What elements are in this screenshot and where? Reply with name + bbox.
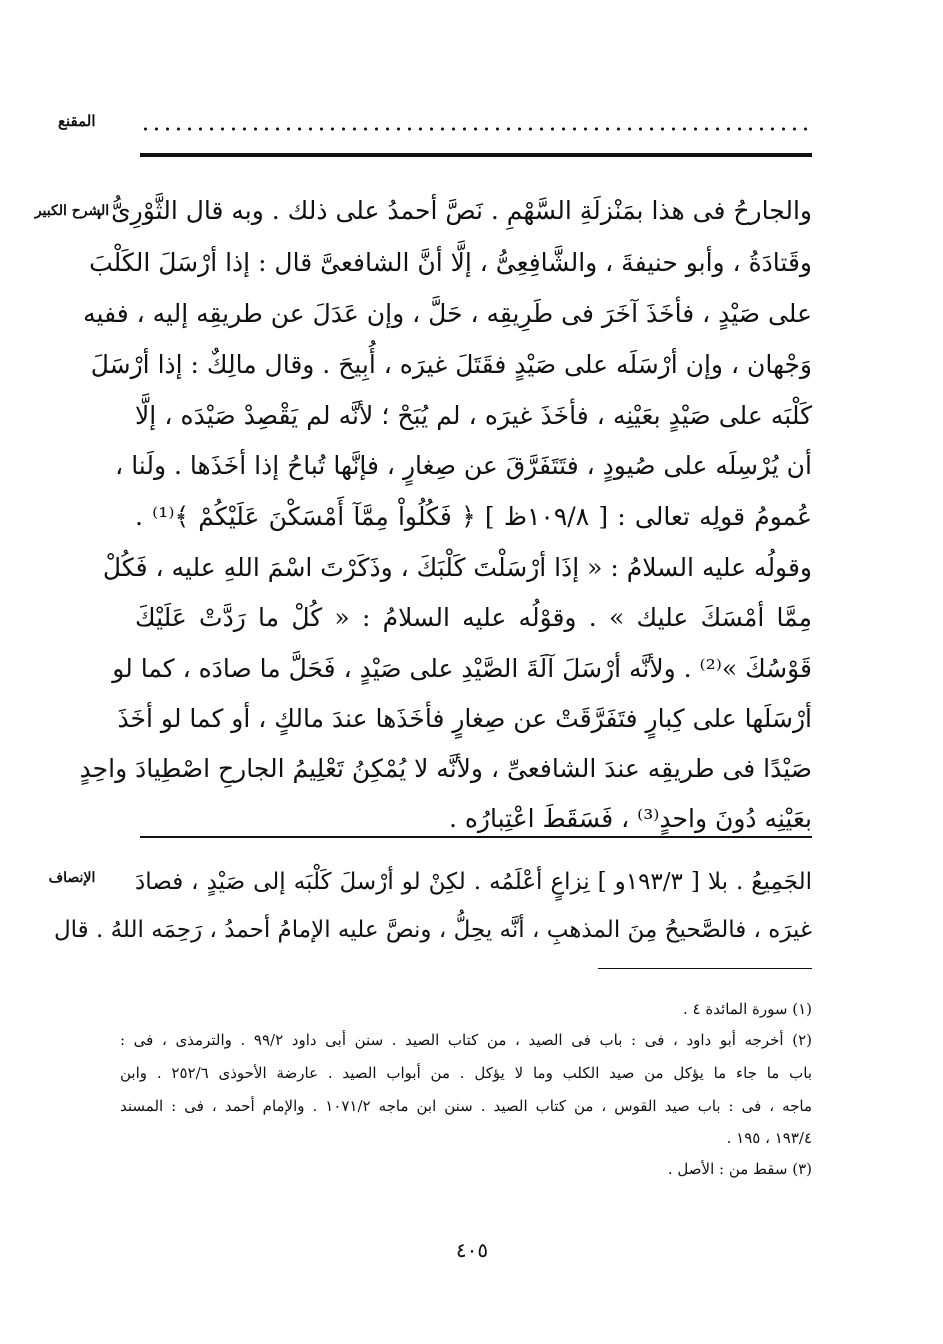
main-line: كَلْبَه على صَيْدٍ بعَيْنِه ، فأخَذَ غيرَه ، لم يُبَحْ ؛ لأنَّه لم يَقْصِدْ صَيْدَه ، إلَّا	[135, 401, 812, 430]
side-label-sharh: الشرح الكبير	[34, 203, 110, 219]
insaf-line: الجَمِيعُ . بلا [ ١٩٣/٣و ] نِزاعٍ أعْلَمُه . لكِنْ لو أرْسلَ كَلْبَه إلى صَيْدٍ ، فصادَ	[135, 869, 812, 895]
section-divider	[140, 836, 812, 838]
page-number: ٤٠٥	[455, 1238, 489, 1262]
main-line: والجارحُ فى هذا بمَنْزلَةِ السَّهْمِ . نَصَّ أحمدُ على ذلك . وبه قال الثَّوْرِىُّ ،	[95, 196, 812, 225]
main-line: صَيْدًا فى طريقِه عندَ الشافعىِّ ، ولأنَّه لا يُمْكِنُ تَعْلِيمُ الجارحِ اصْطِيادَ واحِدٍ	[79, 754, 812, 783]
insaf-line: غيرَه ، فالصَّحيحُ مِنَ المذهبِ ، أنَّه يحِلُّ ، ونصَّ عليه الإمامُ أحمدُ ، رَحِمَه اللهُ . قال	[53, 917, 812, 943]
main-line: وقَتادَةُ ، وأبو حنيفةَ ، والشَّافِعِىُّ ، إلَّا أنَّ الشافعىَّ قال : إذا أرْسَلَ الكَلْبَ	[89, 248, 812, 277]
footnote: ماجه ، فى : باب صيد القوس ، من كتاب الصيد . سنن ابن ماجه ١٠٧١/٢ . والإمام أحمد ، فى : المسند	[120, 1097, 812, 1115]
main-line: مِمَّا أمْسَكَ عليك » . وقوْلُه عليه السلامُ : « كُلْ ما رَدَّتْ عَلَيْكَ	[135, 603, 812, 632]
footnote-divider	[598, 968, 812, 969]
main-line: قَوْسُكَ »⁽²⁾ . ولأنَّه أرْسَلَ آلَةَ الصَّيْدِ على صَيْدٍ ، فَحَلَّ ما صادَه ، كما لو	[112, 654, 812, 683]
footnote: (١) سورة المائدة ٤ .	[683, 1000, 812, 1018]
main-line: على صَيْدٍ ، فأخَذَ آخَرَ فى طَرِيقِه ، حَلَّ ، وإن عَدَلَ عن طريقِه إليه ، ففيه	[83, 299, 812, 328]
main-line: أرْسَلَها على كِبارٍ فتَفَرَّقَتْ عن صِغارٍ فأخَذَها عندَ مالكٍ ، أو كما لو أخَذَ	[117, 704, 812, 733]
main-line: وقولُه عليه السلامُ : « إذَا أرْسَلْتَ كَلْبَكَ ، وذَكَرْتَ اسْمَ اللهِ عليه ، فَكُلْ	[102, 553, 812, 582]
footnote: ١٩٣/٤ ، ١٩٥ .	[726, 1129, 812, 1147]
main-line: أن يُرْسِلَه على صُيودٍ ، فتَتَفَرَّقَ عن صِغارٍ ، فإنَّها تُباحُ إذا أخَذَها . ولَنا ،	[115, 451, 812, 480]
main-line: بعَيْنِه دُونَ واحدٍ⁽³⁾ ، فَسَقَطَ اعْتِبارُه .	[448, 804, 812, 833]
footnote: باب ما جاء ما يؤكل من صيد الكلب وما لا يؤكل . من أبواب الصيد . عارضة الأحوذى ٢٥٢/٦ . وابن	[120, 1064, 813, 1082]
footnote: (٢) أخرجه أبو داود ، فى : باب فى الصيد ، من كتاب الصيد . سنن أبى داود ٩٩/٢ . والترمذى ، فى :	[120, 1031, 812, 1049]
side-label-insaf: الإنصاف	[48, 870, 96, 886]
header-dotted-line	[140, 126, 810, 132]
footnote: (٣) سقط من : الأصل .	[667, 1160, 812, 1178]
book-title: المقنع	[58, 112, 96, 130]
main-line: وَجْهان ، وإن أرْسَلَه على صَيْدٍ فقَتَلَ غيرَه ، أُبِيحَ . وقال مالِكٌ : إذا أرْسَلَ	[90, 350, 812, 379]
main-line: عُمومُ قولِه تعالى : [ ١٠٩/٨ظ ] ﴿ فَكُلُواْ مِمَّآ أَمْسَكْنَ عَلَيْكُمْ ﴾⁽¹⁾ .	[135, 502, 812, 531]
header-rule	[140, 153, 812, 157]
